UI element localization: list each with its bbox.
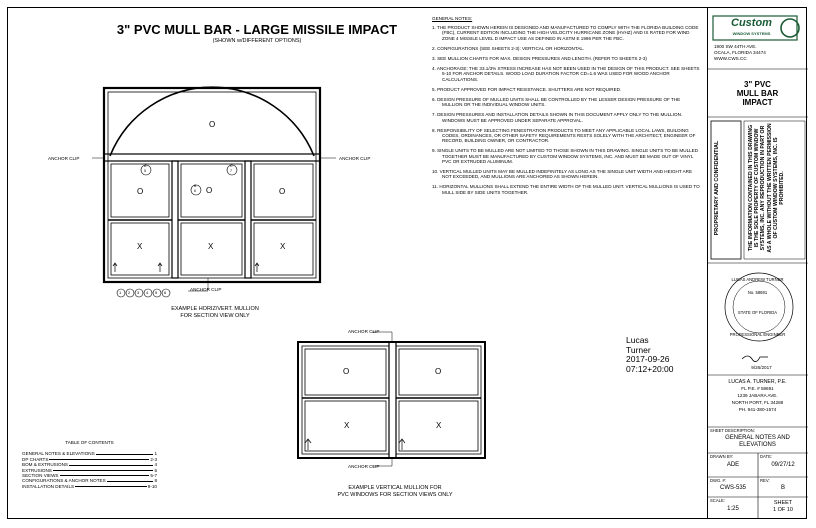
- seal-title: PROFESSIONAL ENGINEER: [729, 332, 786, 337]
- note-7: 7. DESIGN PRESSURES AND INSTALLATION DETAILS SHOWN IN THIS DOCUMENT APPLY ONLY TO THE MULLION. WINDOWS MUST BE APPROVED UNDER SEPARATE APPROVAL.: [432, 112, 683, 123]
- anchor-clip-label-left: ANCHOR CLIP: [48, 156, 80, 161]
- toc-row: [22, 484, 157, 489]
- toc-row-page: 8: [154, 478, 157, 484]
- section-bubble-5: 5: [155, 290, 158, 295]
- title-block: [707, 7, 807, 519]
- company-logo-sub: WINDOW SYSTEMS: [732, 31, 771, 36]
- note-5: 5. PRODUCT APPROVED FOR IMPACT RESISTANCE. SHUTTERS ARE NOT REQUIRED.: [432, 86, 622, 92]
- product-line-3: IMPACT: [742, 98, 773, 107]
- elevation-1-caption-line2: FOR SECTION VIEW ONLY: [180, 312, 250, 319]
- engineer-name: LUCAS A. TURNER, P.E.: [728, 379, 787, 385]
- bubble-b-number: 6: [194, 189, 196, 193]
- anchor-clip-label-top: ANCHOR CLIP: [348, 329, 380, 334]
- company-website: WWW.CWS.CC: [714, 56, 747, 61]
- company-address-2: OCALA, FLORIDA 34474: [714, 50, 766, 55]
- drawing-title: 3" PVC MULL BAR - LARGE MISSILE IMPACT: [116, 22, 398, 37]
- proprietary-text: THE INFORMATION CONTAINED IN THIS DRAWING IS THE SOLE PROPERTY OF CUSTOM WINDOW SYSTEMS, INC. ANY REPRODUCTION IN PART OR AS A WHOLE WITHOUT THE WRITTEN PERMISSION OF CUSTOM WINDOW SYSTEMS, INC. IS PROHIBITED.: [748, 123, 786, 253]
- proprietary-label: PROPRIETARY AND CONFIDENTIAL: [714, 140, 720, 236]
- toc-heading: TABLE OF CONTENTS: [65, 440, 114, 445]
- note-9: 9. SINGLE UNITS TO BE MULLED ARE NOT LIMITED TO THOSE SHOWN IN THIS DRAWING. SINGLE UNITS TO BE MULLED TOGETHER MUST BE MANUFACTURED BY CUSTOM WINDOW SYSTEMS, INC. AND MUST BE MADE OUT OF VINYL PVC OR EXTRUDED ALUMINUM.: [432, 148, 699, 164]
- toc-row-page: 4: [154, 462, 157, 468]
- engineer-license: FL P.E. # 58691: [741, 386, 774, 391]
- toc-row-title: DP CHARTS: [22, 456, 49, 462]
- rev-value: B: [780, 485, 785, 491]
- note-4: 4. ANCHORAGE: THE 33.1/3% STRESS INCREASE HAS NOT BEEN USED IN THE DESIGN OF THIS PRODUCT. SEE SHEETS 5-10 FOR ANCHOR DETAILS. WOOD LOAD DURATION FACTOR CD=1.6 WAS USED FOR WOOD ANCHOR CALCULATIONS.: [432, 66, 700, 82]
- anchor-clip-label-bottom: ANCHOR CLIP: [190, 287, 222, 292]
- general-notes-heading: GENERAL NOTES:: [432, 16, 473, 21]
- scale-label: SCALE:: [710, 498, 725, 503]
- toc-row-title: BOM & EXTRUSIONS: [22, 462, 68, 468]
- toc-row-page: 2-3: [150, 456, 157, 462]
- general-notes: [432, 16, 700, 200]
- bottom-right-mark: X: [280, 242, 286, 251]
- sheet-description-line-1: GENERAL NOTES AND: [725, 435, 790, 441]
- signature-name-last: Turner: [626, 344, 651, 355]
- bottom-center-mark: X: [208, 242, 214, 251]
- table-of-contents: [22, 440, 157, 489]
- anchor-clip-label-right: ANCHOR CLIP: [339, 156, 371, 161]
- toc-row-title: GENERAL NOTES & ELEVATIONS: [22, 451, 95, 457]
- dwg-value: CWS-535: [719, 485, 746, 491]
- section-bubble-4: 4: [146, 290, 149, 295]
- bubble-a-number: 5: [144, 169, 146, 173]
- note-8: 8. RESPONSIBILITY OF SELECTING FENESTRATION PRODUCTS TO MEET ANY APPLICABLE LOCAL LAWS, BUILDING CODES, ORDINANCES, OR OTHER SAFETY REQUIREMENTS RESTS SOLELY WITH THE ARCHITECT, ENGINEER OF RECORD, BUILDING OWNER, OR CONTRACTOR.: [432, 127, 696, 144]
- bottom-left-mark: X: [137, 242, 143, 251]
- bubble-c-number: 7: [230, 169, 232, 173]
- sheet-description-label: SHEET DESCRIPTION:: [710, 428, 755, 433]
- engineer-address-2: NORTH PORT, FL 34288: [731, 400, 784, 405]
- toc-row-page: 5: [154, 467, 157, 473]
- company-address-1: 1900 SW 44TH AVE.: [714, 44, 757, 49]
- engineer-address-1: 1239 JABARA AVE.: [737, 393, 778, 398]
- vert-bottom-left-mark: X: [344, 421, 350, 430]
- drawing-subtitle: (SHOWN w/DIFFERENT OPTIONS): [212, 38, 302, 44]
- seal-name: LUCAS ANDREW TURNER: [731, 277, 784, 282]
- bubble-c-letter: C: [230, 164, 233, 168]
- seal-date: 9/26/2017: [751, 365, 772, 370]
- toc-row-page: 5-7: [150, 473, 157, 479]
- sheet-value: 1 OF 10: [773, 507, 793, 513]
- product-line-2: MULL BAR: [736, 89, 779, 98]
- elevation-2-caption: [310, 485, 480, 498]
- toc-row-title: INSTALLATION DETAILS: [22, 483, 75, 489]
- date-value: 09/27/12: [771, 462, 795, 468]
- elevation-2-caption-line2: PVC WINDOWS FOR SECTION VIEWS ONLY: [337, 491, 453, 498]
- drawn-by-value: ADE: [726, 462, 740, 468]
- toc-row-title: EXTRUSIONS: [22, 467, 52, 473]
- note-6: 6. DESIGN PRESSURE OF MULLED UNITS SHALL BE CONTROLLED BY THE LESSER DESIGN PRESSURE OF THE MULLION OR THE INDIVIDUAL WINDOW UNITS.: [432, 97, 681, 108]
- date-label: DATE:: [760, 454, 773, 459]
- scale-value: 1:25: [727, 506, 739, 512]
- seal-license: No. 58691: [747, 290, 768, 295]
- note-1: 1. THE PRODUCT SHOWN HEREIN IS DESIGNED AND MANUFACTURED TO COMPLY WITH THE FLORIDA BUILDING CODE (FBC), CURRENT EDITION INCLUDING THE HIGH VELOCITY HURRICANE ZONE (HVHZ) AND IS RATED FOR WIND ZONE 4 MISSILE LEVEL D IMPACT USE AS DEFINED IN ASTM E 1996 PER THE FBC.: [432, 25, 699, 41]
- sheet-label: SHEET: [773, 500, 793, 506]
- note-10: 10. VERTICAL MULLED UNITS MAY BE MULLED INDEFINITELY AS LONG AS THE SINGLE UNIT WIDTH AND HEIGHT ARE NOT EXCEEDED, AND MULLIONS ARE ANCHORED AS SHOWN HEREIN.: [432, 169, 693, 180]
- mid-left-mark: O: [137, 187, 144, 196]
- toc-row-title: SECTION VIEWS: [22, 473, 59, 479]
- mid-center-mark: O: [206, 186, 213, 195]
- section-bubble-1: 1: [119, 290, 122, 295]
- vert-top-right-mark: O: [435, 367, 442, 376]
- note-11: 11. HORIZONTAL MULLIONS SHALL EXTEND THE ENTIRE WIDTH OF THE MULLED UNIT. VERTICAL MULLIONS IS USED TO MULL SIDE BY SIDE UNITS TOGETHER.: [432, 184, 700, 195]
- bubble-a-letter: A: [144, 164, 147, 168]
- note-2: 2. CONFIGURATIONS (SEE SHEETS 2-3): VERTICAL OR HORIZONTAL.: [432, 45, 585, 51]
- section-bubble-2: 2: [128, 290, 131, 295]
- signature-time: 07:12+20:00: [626, 363, 674, 374]
- drawn-by-label: DRAWN BY:: [710, 454, 734, 459]
- bubble-b-letter: B: [194, 184, 197, 188]
- arch-glass-mark: O: [209, 120, 216, 129]
- rev-label: REV:: [760, 478, 770, 483]
- elevation-2-caption-line1: EXAMPLE VERTICAL MULLION FOR: [348, 485, 442, 491]
- engineer-phone: PH. 941-380-1574: [738, 407, 777, 412]
- vert-top-left-mark: O: [343, 367, 350, 376]
- sheet-description-line-2: ELEVATIONS: [739, 442, 776, 448]
- signature-date: 2017-09-26: [626, 354, 670, 364]
- section-bubble-6: 6: [164, 290, 167, 295]
- toc-row-page: 1: [154, 451, 157, 457]
- toc-row-page: 9-10: [147, 483, 157, 489]
- dwg-label: DWG. #:: [710, 478, 727, 483]
- anchor-clip-label-bottom-2: ANCHOR CLIP: [348, 464, 380, 469]
- section-bubble-3: 3: [137, 290, 140, 295]
- mid-right-mark: O: [279, 187, 286, 196]
- digital-signature: [626, 336, 674, 374]
- note-3: 3. SEE MULLION CHARTS FOR MAX. DESIGN PRESSURES AND LENGTH. (REFER TO SHEETS 2-3): [432, 56, 647, 62]
- vert-bottom-right-mark: X: [436, 421, 442, 430]
- product-line-1: 3" PVC: [744, 80, 771, 89]
- toc-row-title: CONFIGURATIONS & ANCHOR NOTES: [22, 478, 106, 484]
- elevation-1-caption: [130, 306, 300, 319]
- company-logo: Custom: [731, 17, 772, 29]
- signature-name-first: Lucas: [626, 335, 649, 345]
- elevation-1-caption-line1: EXAMPLE HORIZ/VERT. MULLION: [171, 306, 259, 312]
- seal-state: STATE OF FLORIDA: [737, 310, 778, 315]
